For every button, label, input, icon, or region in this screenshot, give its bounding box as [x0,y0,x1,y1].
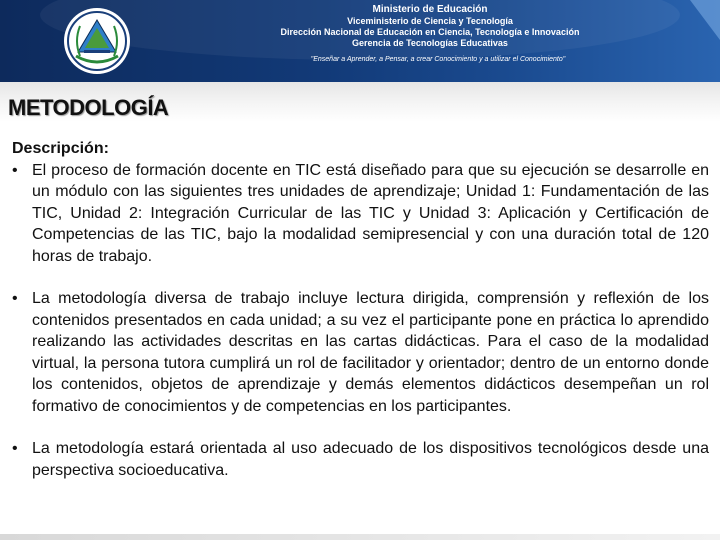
bullet-icon: • [12,440,18,457]
bullet-icon: • [12,290,18,307]
bullet-icon: • [12,161,18,179]
spacer [12,267,709,288]
list-item [12,438,709,481]
header-banner [0,0,720,82]
slide-body [12,138,709,481]
description-label: Descripción: [12,140,109,157]
management-name: Gerencia de Tecnologías Educativas [352,38,508,48]
viceministry-name: Viceministerio de Ciencia y Tecnología [347,16,513,26]
spacer [12,417,709,438]
corner-decoration [660,0,720,82]
ministry-name: Ministerio de Educación [372,4,488,15]
footer-band [0,534,720,540]
coat-of-arms-icon [62,6,132,76]
ministry-heading [230,4,630,49]
page-title: METODOLOGÍA [8,95,169,120]
list-item [12,288,709,417]
motto: "Enseñar a Aprender, a Pensar, a crear Conocimiento y a utilizar el Conocimiento" [310,56,566,63]
bullet-text: La metodología estará orientada al uso adecuado de los dispositivos tecnológicos desde una perspectiva socioeducativa. [32,440,709,479]
bullet-text: La metodología diversa de trabajo incluye lectura dirigida, comprensión y reflexión de los contenidos presentados en cada unidad; a su vez el participante pone en práctica lo aprendido realizando las actividades descritas en las cartas didácticas. Para el caso de la modalidad virtual, la persona tutora cumplirá un rol de facilitador y orientador; dentro de un entorno donde los contenidos, objetos de aprendizaje y demás elementos didácticos desempeñan un rol formativo de conocimientos y de competencias en los participantes. [32,290,709,415]
list-item [12,160,709,268]
direction-name: Dirección Nacional de Educación en Ciencia, Tecnología e Innovación [280,27,580,37]
bullet-text: El proceso de formación docente en TIC está diseñado para que su ejecución se desarrolle en un módulo con las siguientes tres unidades de aprendizaje; Unidad 1: Fundamentación de las TIC, Unidad 2: Integración Curricular de las TIC y Unidad 3: Aplicación y Certificación de Competencias de las TIC, bajo la modalidad semipresencial y con una duración total de 120 horas de trabajo. [32,161,709,265]
